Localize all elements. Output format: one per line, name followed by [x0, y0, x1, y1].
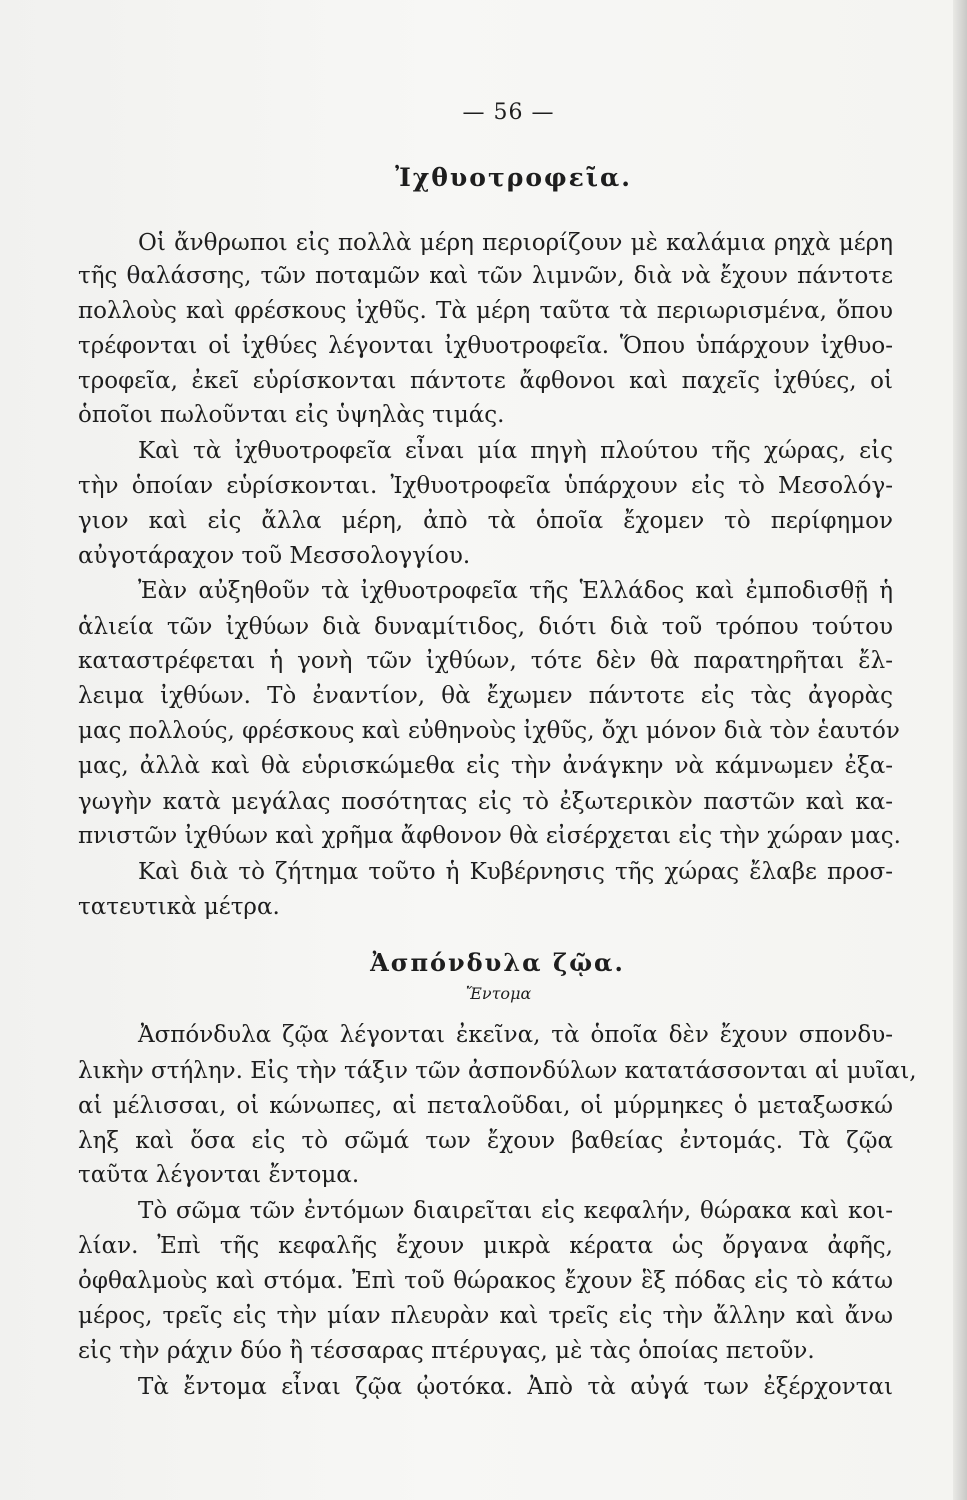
text-line: Οἱ ἄνθρωποι εἰς πολλὰ μέρη περιορίζουν μὲ καλάμια ρηχὰ μέρη	[138, 230, 893, 256]
text-line: ταῦτα λέγονται ἔντομα.	[78, 1162, 360, 1188]
text-line: γιον καὶ εἰς ἄλλα μέρη, ἀπὸ τὰ ὁποῖα ἔχομεν τὸ περίφημον	[78, 508, 893, 534]
text-line: εἰς τὴν ράχιν δύο ἢ τέσσαρας πτέρυγας, μὲ τὰς ὁποίας πετοῦν.	[78, 1338, 815, 1364]
text-line: τροφεῖα, ἐκεῖ εὑρίσκονται πάντοτε ἄφθονοι καὶ παχεῖς ἰχθύες, οἱ	[78, 368, 893, 394]
text-line: λειμα ἰχθύων. Τὸ ἐναντίον, θὰ ἔχωμεν πάντοτε εἰς τὰς ἀγορὰς	[78, 683, 893, 709]
section-heading-invertebrates: Ἀσπόνδυλα ζῷα.	[370, 948, 625, 977]
text-line: τῆς θαλάσσης, τῶν ποταμῶν καὶ τῶν λιμνῶν, διὰ νὰ ἔχουν πάντοτε	[78, 263, 893, 289]
text-line: Καὶ διὰ τὸ ζήτημα τοῦτο ἡ Κυβέρνησις τῆς χώρας ἔλαβε προσ-	[138, 859, 893, 885]
subheading-insects: Ἔντομα	[465, 984, 532, 1003]
text-line: τρέφονται οἱ ἰχθύες λέγονται ἰχθυοτροφεῖα. Ὅπου ὑπάρχουν ἰχθυο-	[78, 333, 893, 359]
text-line: Τὸ σῶμα τῶν ἐντόμων διαιρεῖται εἰς κεφαλήν, θώρακα καὶ κοι-	[138, 1198, 893, 1224]
text-line: τατευτικὰ μέτρα.	[78, 894, 280, 920]
text-line: καταστρέφεται ἡ γονὴ τῶν ἰχθύων, τότε δὲν θὰ παρατηρῆται ἔλ-	[78, 648, 893, 674]
text-line: τὴν ὁποίαν εὑρίσκονται. Ἰχθυοτροφεῖα ὑπάρχουν εἰς τὸ Μεσολόγ-	[78, 473, 893, 499]
text-line: λίαν. Ἐπὶ τῆς κεφαλῆς ἔχουν μικρὰ κέρατα ὡς ὄργανα ἀφῆς,	[78, 1233, 893, 1259]
text-line: ληξ καὶ ὅσα εἰς τὸ σῶμά των ἔχουν βαθείας ἐντομάς. Τὰ ζῷα	[78, 1128, 893, 1154]
text-line: μέρος, τρεῖς εἰς τὴν μίαν πλευρὰν καὶ τρεῖς εἰς τὴν ἄλλην καὶ ἄνω	[78, 1303, 893, 1329]
text-line: ὁποῖοι πωλοῦνται εἰς ὑψηλὰς τιμάς.	[78, 402, 505, 428]
text-line: γωγὴν κατὰ μεγάλας ποσότητας εἰς τὸ ἐξωτερικὸν παστῶν καὶ κα-	[78, 789, 893, 815]
text-line: λικὴν στήλην. Εἰς τὴν τάξιν τῶν ἀσπονδύλων κατατάσσονται αἱ μυῖαι,	[78, 1058, 917, 1084]
section-heading-fish-farms: Ἰχθυοτροφεῖα.	[395, 163, 632, 192]
page-edge-shadow	[953, 0, 967, 1500]
text-line: αὐγοτάραχον τοῦ Μεσσολογγίου.	[78, 543, 471, 569]
text-line: μας πολλούς, φρέσκους καὶ εὐθηνοὺς ἰχθῦς, ὄχι μόνον διὰ τὸν ἑαυτόν	[78, 718, 900, 744]
text-line: Τὰ ἔντομα εἶναι ζῷα ᾠοτόκα. Ἀπὸ τὰ αὐγά των ἐξέρχονται	[138, 1374, 893, 1400]
text-line: ὀφθαλμοὺς καὶ στόμα. Ἐπὶ τοῦ θώρακος ἔχουν ἓξ πόδας εἰς τὸ κάτω	[78, 1268, 893, 1294]
text-line: Ἀσπόνδυλα ζῷα λέγονται ἐκεῖνα, τὰ ὁποῖα δὲν ἔχουν σπονδυ-	[138, 1022, 893, 1048]
text-line: Ἐὰν αὐξηθοῦν τὰ ἰχθυοτροφεῖα τῆς Ἑλλάδος καὶ ἐμποδισθῇ ἡ	[138, 578, 893, 604]
text-line: μας, ἀλλὰ καὶ θὰ εὑρισκώμεθα εἰς τὴν ἀνάγκην νὰ κάμνωμεν ἐξα-	[78, 753, 893, 779]
text-line: Καὶ τὰ ἰχθυοτροφεῖα εἶναι μία πηγὴ πλούτου τῆς χώρας, εἰς	[138, 438, 893, 464]
text-line: πνιστῶν ἰχθύων καὶ χρῆμα ἄφθονον θὰ εἰσέρχεται εἰς τὴν χώραν μας.	[78, 823, 901, 849]
text-line: ἁλιεία τῶν ἰχθύων διὰ δυναμίτιδος, διότι διὰ τοῦ τρόπου τούτου	[78, 614, 893, 640]
page-number: — 56 —	[462, 100, 555, 125]
text-line: αἱ μέλισσαι, οἱ κώνωπες, αἱ πεταλοῦδαι, οἱ μύρμηκες ὁ μεταξωσκώ	[78, 1093, 893, 1119]
text-line: πολλοὺς καὶ φρέσκους ἰχθῦς. Τὰ μέρη ταῦτα τὰ περιωρισμένα, ὅπου	[78, 298, 893, 324]
